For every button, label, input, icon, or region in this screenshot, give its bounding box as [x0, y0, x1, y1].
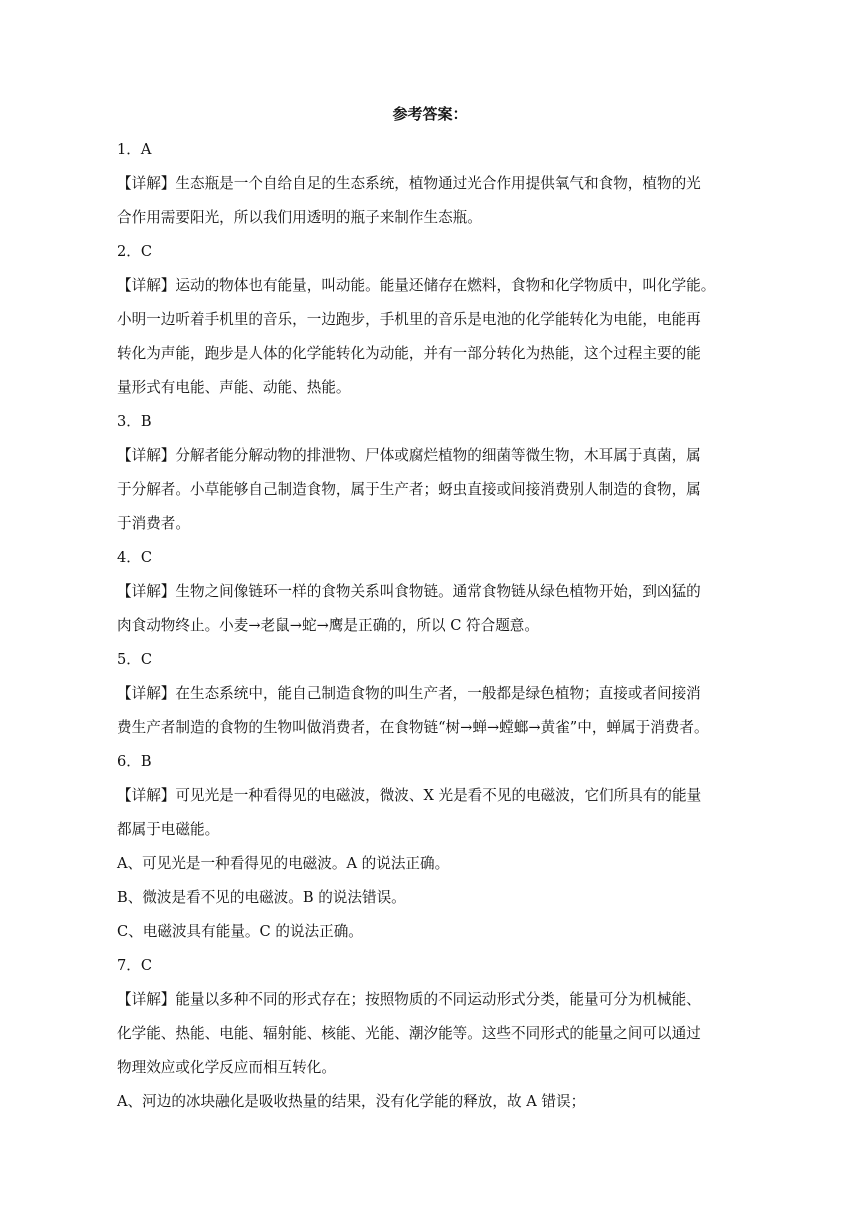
explanation-line: 化学能、热能、电能、辐射能、核能、光能、潮汐能等。这些不同形式的能量之间可以通过	[117, 1025, 701, 1042]
explanation-line: 【详解】生物之间像链环一样的食物关系叫食物链。通常食物链从绿色植物开始，到凶猛的	[117, 583, 701, 600]
explanation-line: A、可见光是一种看得见的电磁波。A 的说法正确。	[117, 855, 450, 872]
answer-number: 1．A	[117, 141, 152, 158]
explanation-line: 合作用需要阳光，所以我们用透明的瓶子来制作生态瓶。	[117, 209, 482, 226]
answer-item	[117, 405, 743, 541]
explanation-line: C、电磁波具有能量。C 的说法正确。	[117, 923, 363, 940]
explanation-line: 【详解】在生态系统中，能自己制造食物的叫生产者，一般都是绿色植物；直接或者间接消	[117, 685, 701, 702]
answer-item	[117, 643, 743, 745]
answer-key	[117, 104, 743, 1119]
explanation-line: 【详解】可见光是一种看得见的电磁波，微波、X 光是看不见的电磁波，它们所具有的能量	[117, 787, 702, 804]
answer-list	[117, 133, 743, 1119]
page-title: 参考答案：	[392, 105, 468, 123]
answer-number: 4．C	[117, 549, 153, 566]
answer-item	[117, 949, 743, 1119]
explanation-line: 肉食动物终止。小麦→老鼠→蛇→鹰是正确的，所以 C 符合题意。	[117, 617, 539, 634]
explanation-line: B、微波是看不见的电磁波。B 的说法错误。	[117, 889, 406, 906]
explanation-line: 物理效应或化学反应而相互转化。	[117, 1059, 336, 1076]
answer-number: 5．C	[117, 651, 153, 668]
explanation-line: 【详解】生态瓶是一个自给自足的生态系统，植物通过光合作用提供氧气和食物，植物的光	[117, 175, 701, 192]
answer-number: 7．C	[117, 957, 153, 974]
explanation-line: 费生产者制造的食物的生物叫做消费者，在食物链“树→蝉→螳螂→黄雀”中，蝉属于消费者。	[117, 719, 709, 736]
answer-item	[117, 541, 743, 643]
answer-number: 2．C	[117, 243, 153, 260]
explanation-line: 量形式有电能、声能、动能、热能。	[117, 379, 351, 396]
explanation-line: 小明一边听着手机里的音乐，一边跑步，手机里的音乐是电池的化学能转化为电能，电能再	[117, 311, 701, 328]
answer-item	[117, 133, 743, 235]
answer-number: 3．B	[117, 413, 152, 430]
explanation-line: 【详解】能量以多种不同的形式存在；按照物质的不同运动形式分类，能量可分为机械能、	[117, 991, 701, 1008]
explanation-line: 都属于电磁能。	[117, 821, 220, 838]
explanation-line: 于分解者。小草能够自己制造食物，属于生产者；蚜虫直接或间接消费别人制造的食物，属	[117, 481, 701, 498]
answer-number: 6．B	[117, 753, 152, 770]
explanation-line: 【详解】运动的物体也有能量，叫动能。能量还储存在燃料，食物和化学物质中，叫化学能。	[117, 277, 716, 294]
explanation-line: 转化为声能，跑步是人体的化学能转化为动能，并有一部分转化为热能，这个过程主要的能	[117, 345, 701, 362]
answer-item	[117, 235, 743, 405]
explanation-line: 【详解】分解者能分解动物的排泄物、尸体或腐烂植物的细菌等微生物，木耳属于真菌，属	[117, 447, 701, 464]
answer-item	[117, 745, 743, 949]
explanation-line: A、河边的冰块融化是吸收热量的结果，没有化学能的释放，故 A 错误；	[117, 1093, 586, 1110]
explanation-line: 于消费者。	[117, 515, 190, 532]
